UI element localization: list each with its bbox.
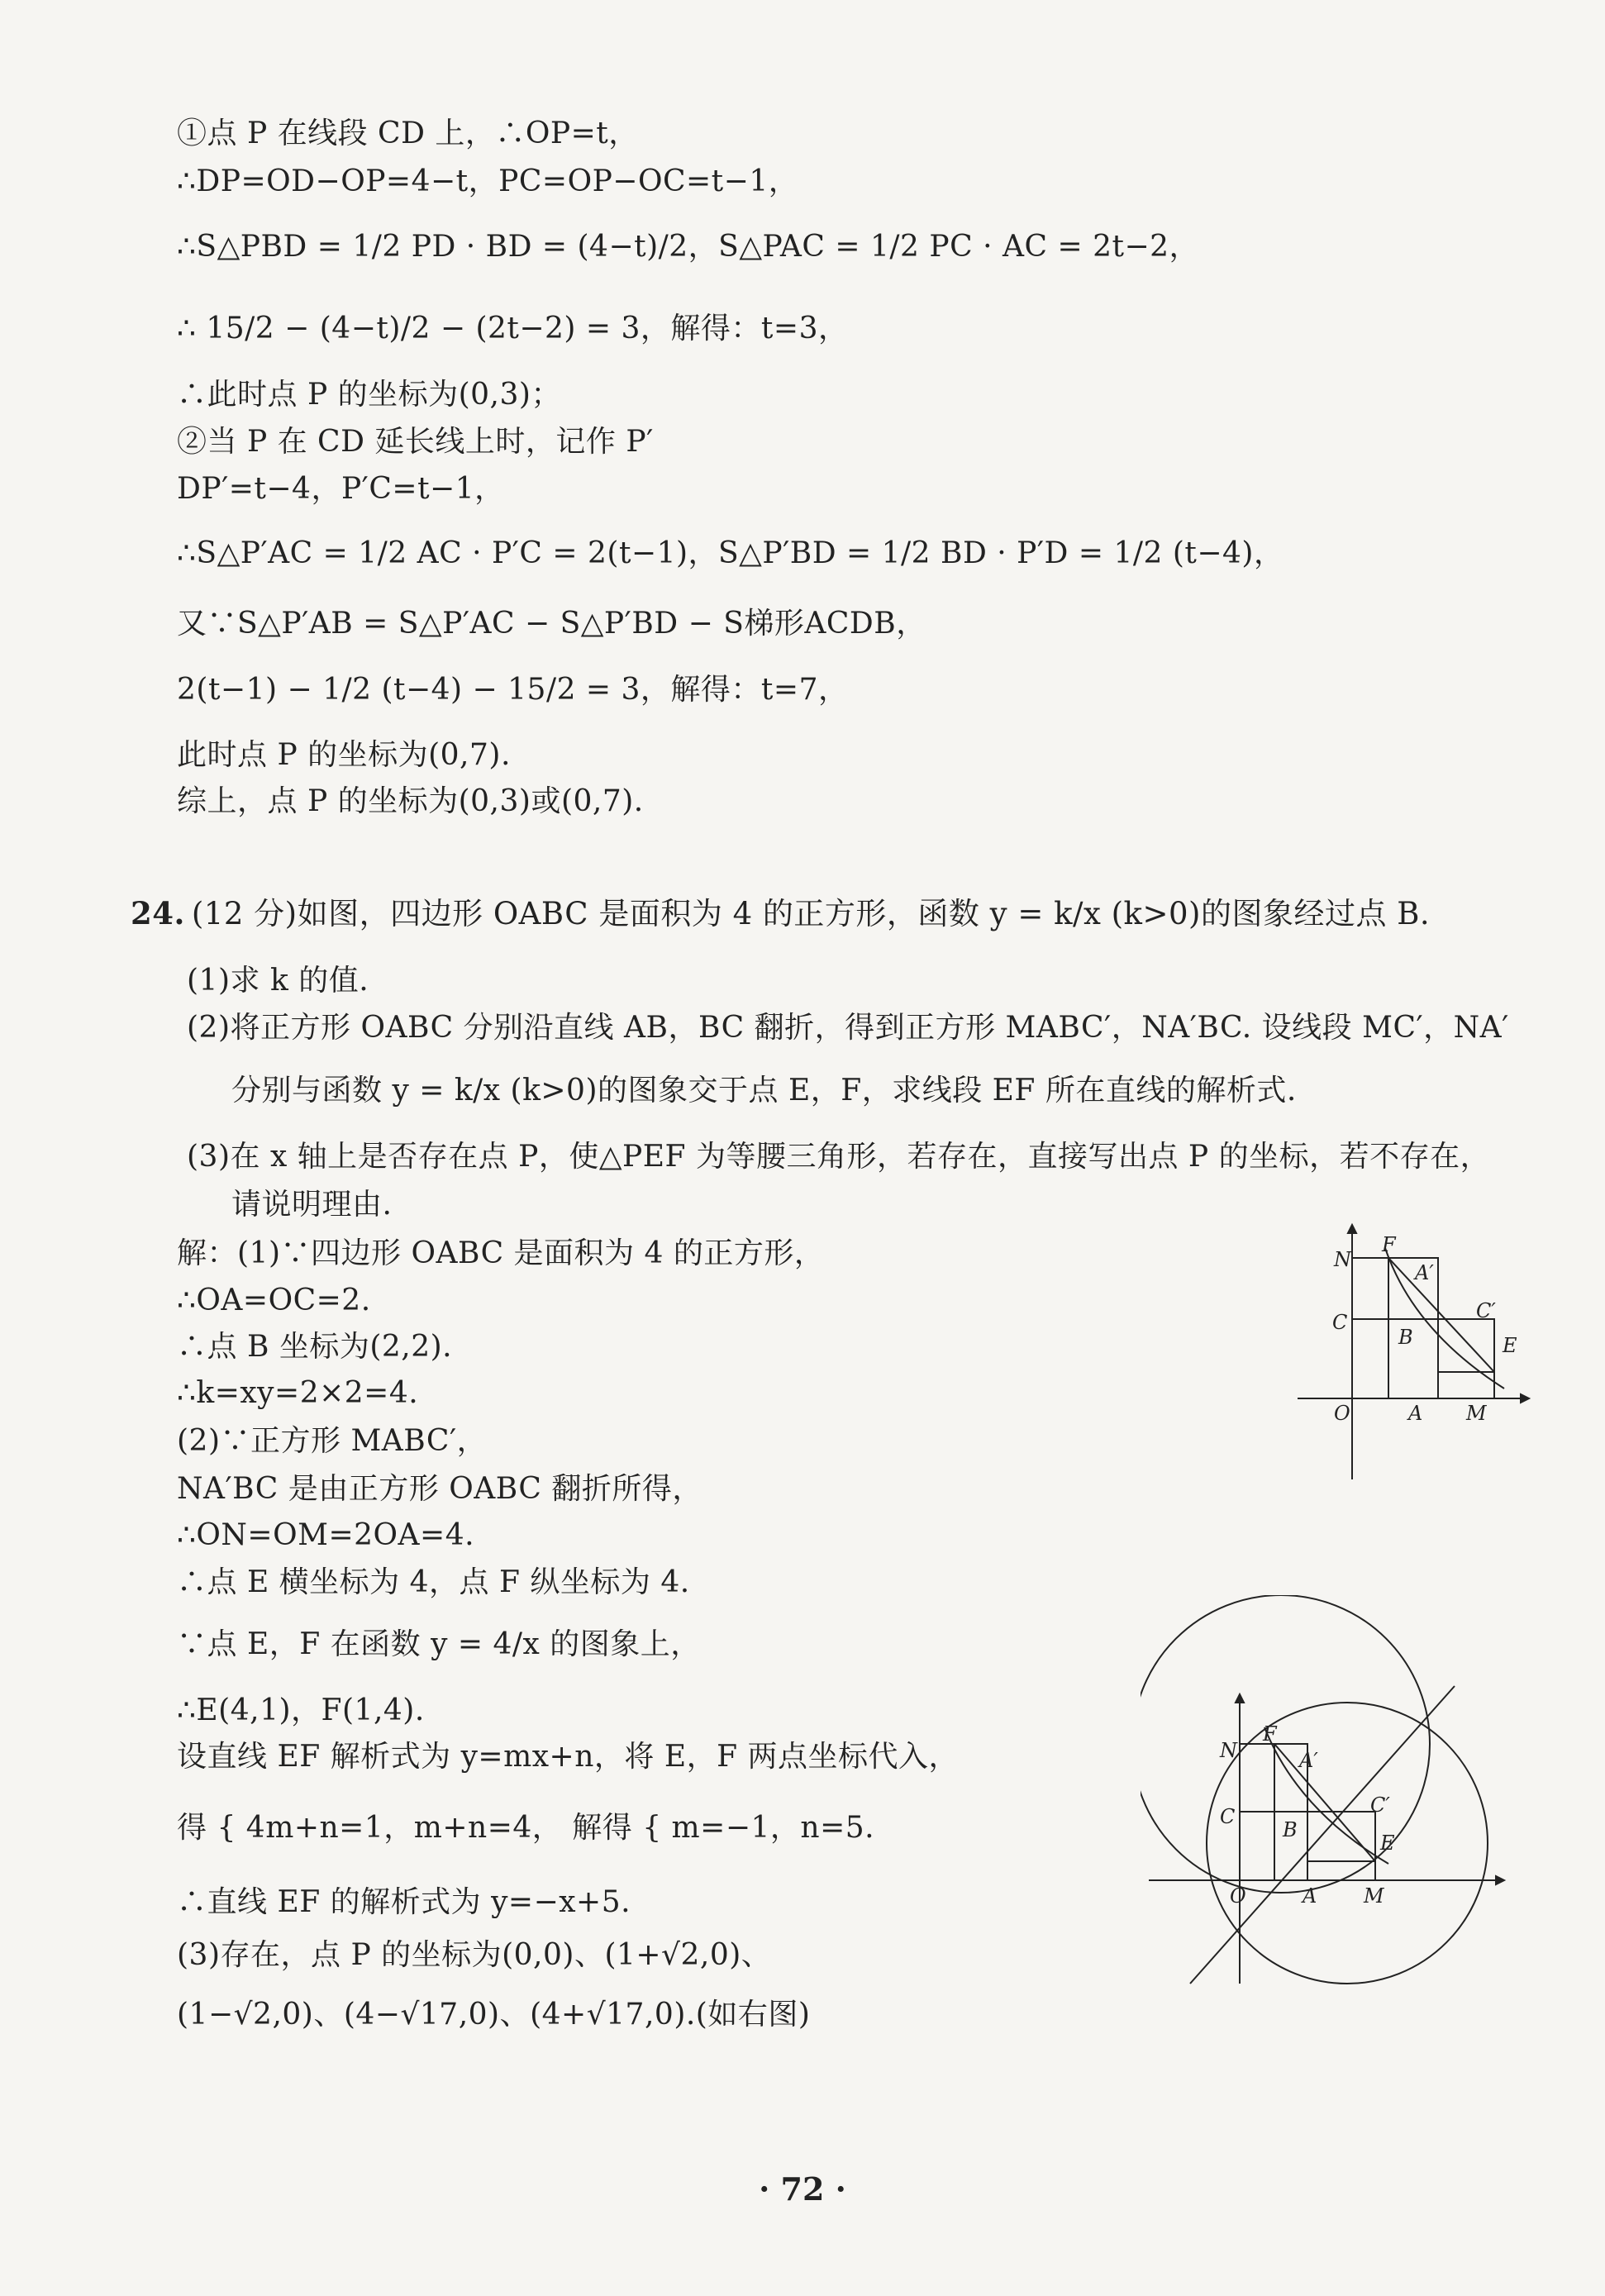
label-f: F — [1382, 1233, 1396, 1256]
label-f: F — [1263, 1722, 1277, 1746]
figure-2-diagram — [1141, 1595, 1529, 1992]
label-e: E — [1380, 1832, 1395, 1855]
text-line: ∴ 15/2 − (4−t)/2 − (2t−2) = 3，解得：t=3， — [177, 312, 849, 345]
solution-line: ∴OA=OC=2. — [177, 1284, 371, 1317]
text-line: 又∵S△P′AB = S△P′AC − S△P′BD − S梯形ACDB， — [177, 607, 926, 641]
subquestion-1: (1)求 k 的值. — [187, 964, 369, 998]
label-a-prime: A′ — [1415, 1261, 1434, 1284]
solution-line: (2)∵正方形 MABC′， — [177, 1424, 488, 1458]
text-line: ∴DP=OD−OP=4−t，PC=OP−OC=t−1， — [177, 164, 799, 198]
label-a: A — [1303, 1884, 1317, 1908]
solution-line: (1−√2,0)、(4−√17,0)、(4+√17,0).(如右图) — [177, 1998, 811, 2032]
solution-line: ∴点 B 坐标为(2,2). — [177, 1330, 453, 1364]
label-c: C — [1332, 1311, 1348, 1334]
solution-line: ∴E(4,1)，F(1,4). — [177, 1693, 425, 1727]
page-number: · 72 · — [759, 2170, 846, 2208]
question-text: (12 分)如图，四边形 OABC 是面积为 4 的正方形，函数 y = k/x (k>0)的图象经过点 B. — [191, 896, 1431, 931]
text-line: ②当 P 在 CD 延长线上时，记作 P′ — [177, 425, 654, 459]
label-b: B — [1283, 1818, 1298, 1841]
subquestion-3-cont: 请说明理由. — [231, 1188, 393, 1222]
label-n: N — [1220, 1739, 1237, 1762]
solution-line: ∴点 E 横坐标为 4，点 F 纵坐标为 4. — [177, 1565, 690, 1599]
solution-line: ∴直线 EF 的解析式为 y=−x+5. — [177, 1885, 631, 1919]
subquestion-3: (3)在 x 轴上是否存在点 P，使△PEF 为等腰三角形，若存在，直接写出点 P 的坐标，若不存在， — [187, 1140, 1491, 1174]
label-n: N — [1334, 1248, 1351, 1271]
question-number: 24. — [131, 895, 185, 931]
subquestion-2: (2)将正方形 OABC 分别沿直线 AB，BC 翻折，得到正方形 MABC′，NA′BC. 设线段 MC′，NA′ — [187, 1011, 1509, 1045]
text-line: ∴此时点 P 的坐标为(0,3)； — [177, 378, 561, 412]
label-e: E — [1503, 1334, 1517, 1357]
solution-line: ∵点 E，F 在函数 y = 4/x 的图象上， — [177, 1627, 701, 1661]
question-stem — [131, 895, 1430, 932]
text-line: ∴S△P′AC = 1/2 AC · P′C = 2(t−1)，S△P′BD = 1/2 BD · P′D = 1/2 (t−4)， — [177, 536, 1284, 570]
solution-line: 解：(1)∵四边形 OABC 是面积为 4 的正方形， — [177, 1236, 825, 1270]
label-c: C — [1220, 1805, 1236, 1828]
subquestion-2-cont: 分别与函数 y = k/x (k>0)的图象交于点 E，F，求线段 EF 所在直线的解析式. — [231, 1074, 1297, 1108]
text-line: 综上，点 P 的坐标为(0,3)或(0,7). — [177, 784, 644, 818]
label-a-prime: A′ — [1299, 1749, 1318, 1772]
text-line: ∴S△PBD = 1/2 PD · BD = (4−t)/2，S△PAC = 1/2 PC · AC = 2t−2， — [177, 230, 1200, 264]
label-o: O — [1334, 1402, 1350, 1425]
label-c-prime: C′ — [1370, 1793, 1390, 1817]
label-a: A — [1408, 1402, 1423, 1425]
solution-line: ∴k=xy=2×2=4. — [177, 1376, 419, 1410]
text-line: ①点 P 在线段 CD 上，∴OP=t， — [177, 117, 639, 150]
solution-line: (3)存在，点 P 的坐标为(0,0)、(1+√2,0)、 — [177, 1938, 772, 1972]
solution-line: NA′BC 是由正方形 OABC 翻折所得， — [177, 1472, 702, 1506]
label-m: M — [1466, 1402, 1487, 1425]
solution-line: ∴ON=OM=2OA=4. — [177, 1518, 475, 1552]
label-c-prime: C′ — [1476, 1299, 1496, 1322]
text-line: 此时点 P 的坐标为(0,7). — [177, 738, 511, 772]
figure-1-diagram — [1289, 1215, 1537, 1488]
solution-line: 设直线 EF 解析式为 y=mx+n，将 E，F 两点坐标代入， — [177, 1740, 960, 1774]
text-line: 2(t−1) − 1/2 (t−4) − 15/2 = 3，解得：t=7， — [177, 673, 849, 707]
label-b: B — [1398, 1326, 1413, 1349]
text-line: DP′=t−4，P′C=t−1， — [177, 472, 505, 506]
label-m: M — [1364, 1884, 1384, 1908]
solution-line: 得 { 4m+n=1，m+n=4， 解得 { m=−1，n=5. — [177, 1811, 875, 1845]
label-o: O — [1230, 1884, 1246, 1908]
